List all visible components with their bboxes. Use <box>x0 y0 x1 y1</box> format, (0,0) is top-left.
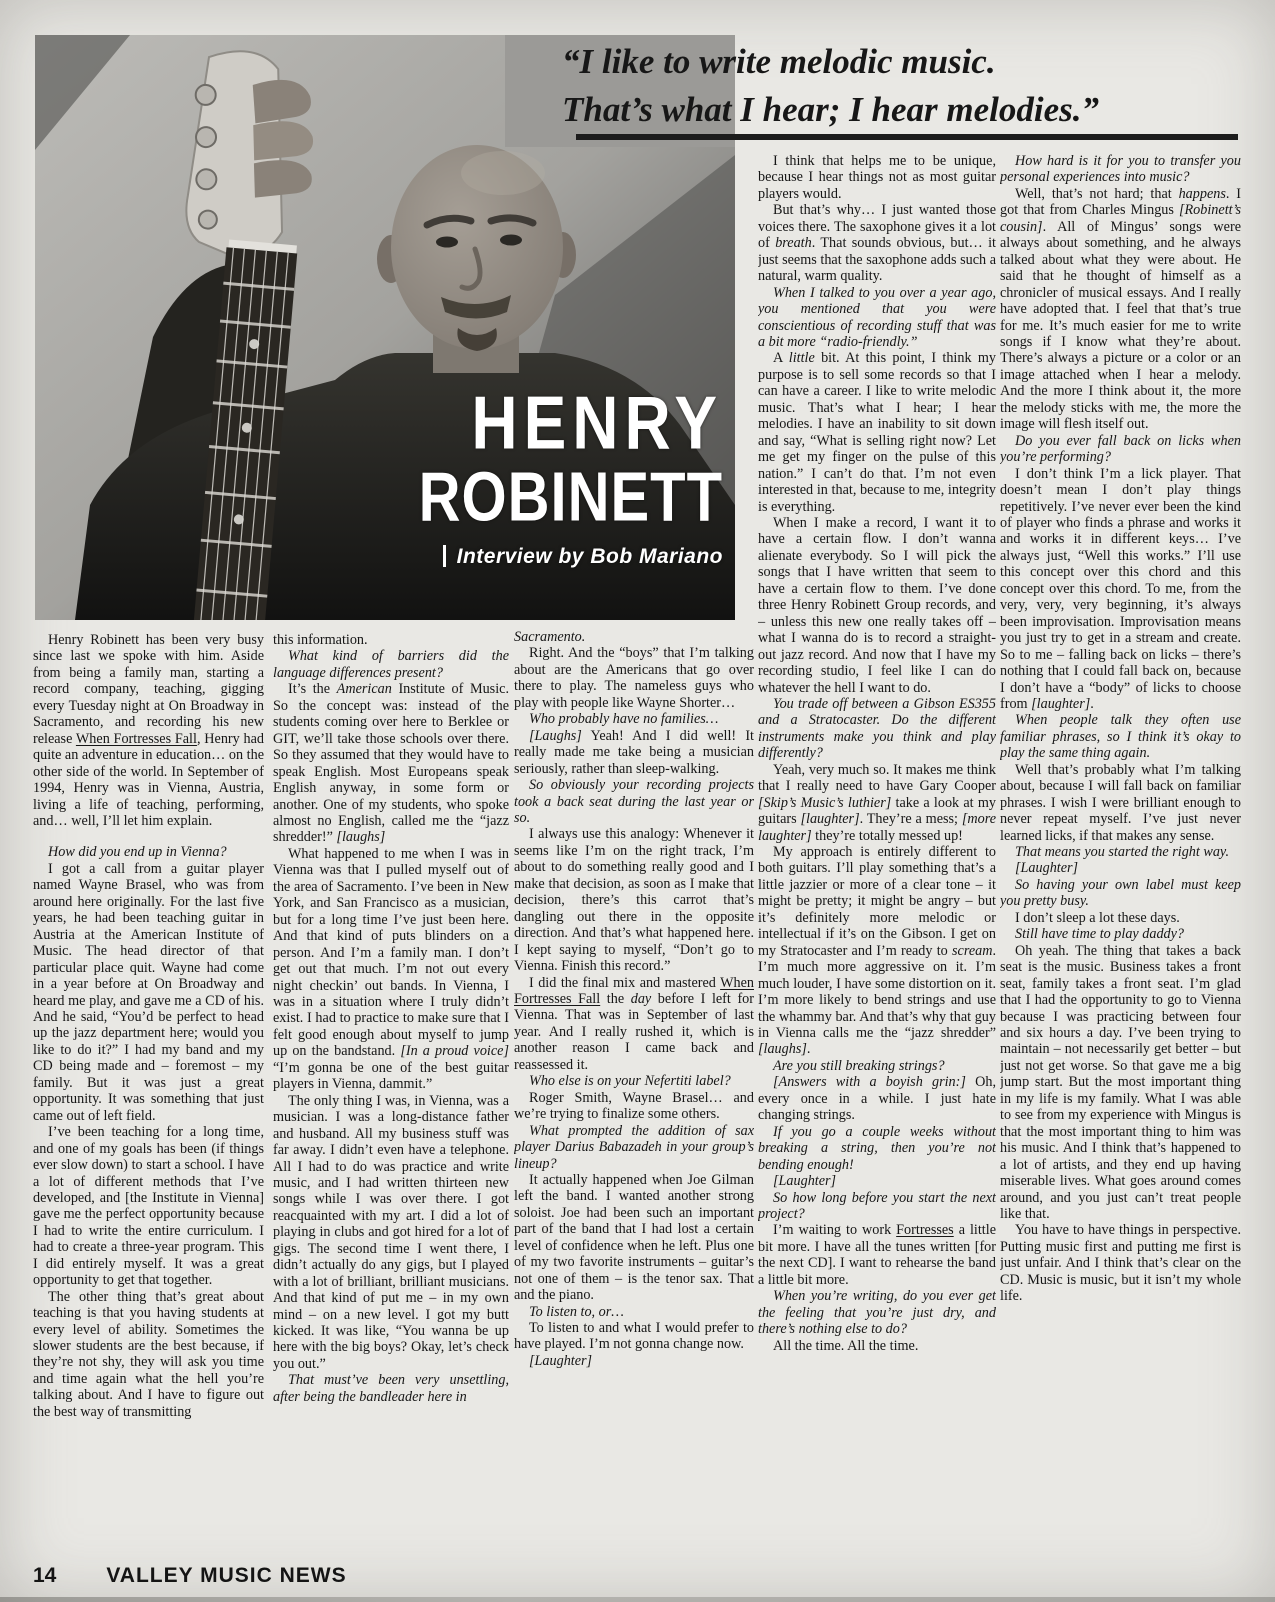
interview-question: When people talk they often use familiar phrases, so I think it’s okay to play the same thing again. <box>1000 712 1241 762</box>
interview-question: What prompted the addition of sax player Darius Babazadeh in your group’s lineup? <box>514 1122 754 1172</box>
article-paragraph: [Laughs] Yeah! And I did well! It really made me take being a musician seriously, rather than sleep-walking. <box>514 727 754 777</box>
interview-question: You trade off between a Gibson ES355 and a Stratocaster. Do the different instruments make you think and play differently? <box>758 695 996 762</box>
article-paragraph: I’ve been teaching for a long time, and one of my goals has been (if things ever slow down) to start a school. I have a lot of different methods that I’ve developed, and [the Institute in Vienna] gave me the perfect opportunity because I had to write the entire curriculum. I had to create a three-year program. This I did entirely myself. It was a great opportunity to get that together. <box>33 1124 264 1289</box>
article-paragraph: I don’t sleep a lot these days. <box>1015 909 1180 926</box>
article-paragraph: My approach is entirely different to both guitars. I’ll play something that’s a little jazzier or more of a clear tone – it might be pretty; it might be angry – but it’s definitely more melodic or intellectual if it’s on the Gibson. I get on my Stratocaster and I’m ready to scream. I’m much more aggressive on it. I’m much louder, I have some distortion on it. I’m more likely to bend strings and use the whammy bar. And that’s why that guy in Vienna calls me the “jazz shredder” [laughs]. <box>758 844 996 1058</box>
article-paragraph: Yeah, very much so. It makes me think that I really need to have Gary Cooper [Skip’s Music’s luthier] take a look at my guitars [laughter]. They’re a mess; [more laughter] they’re totally messed up! <box>758 761 996 844</box>
article-column-5 <box>1000 153 1241 1585</box>
interview-question: How did you end up in Vienna? <box>48 844 227 861</box>
byline-tick-mark <box>443 545 446 567</box>
article-paragraph: I always use this analogy: Whenever it seems like I’m on the right track, I’m about to do something really good and I make that decision, as soon as I make that decision, there’s this carrot that’s dangling out there in the opposite direction. And that’s what happened here. I kept saying to myself, “Don’t go to Vienna. Finish this record.” <box>514 826 754 975</box>
interview-question: If you go a couple weeks without breaking a string, then you’re not bending enough! <box>758 1123 996 1173</box>
article-paragraph: A little bit. At this point, I think my purpose is to sell some records so that I can have a career. I like to write melodic music. That’s what I hear; I hear melodies. I have an inability to sit down and say, “What is selling right now? Let me get my finger on the pulse of this nation.” I can’t do that. I’m not even interested in that, because to me, integrity is everything. <box>758 350 996 515</box>
article-paragraph: The only thing I was, in Vienna, was a musician. I was a long-distance father and husband. All my business stuff was far away. I didn’t even have a telephone. All I had to do was practice and write music, and I had written thirteen new songs while I was over there. I got reacquainted with my art. I did a lot of playing in clubs and got hired for a lot of gigs. The second time I went there, I didn’t actually do any gigs, but I played with a lot of brilliant, brilliant musicians. And that kind of put me – in my own mind – on a new level. I got my butt kicked. It was like, “You wanna be up here with the big boys? Okay, let’s check you out.” <box>273 1092 509 1372</box>
left-eye <box>436 237 458 248</box>
interview-question: How hard is it for you to transfer you personal experiences into music? <box>1000 153 1241 186</box>
interview-question: [Laughter] <box>529 1352 593 1369</box>
article-column-4 <box>758 153 996 1585</box>
article-paragraph: this information. <box>273 632 368 648</box>
article-paragraph: To listen to and what I would prefer to have played. I’m not gonna change now. <box>514 1320 754 1353</box>
interview-question: To listen to, or… <box>529 1303 624 1320</box>
interview-question: That must’ve been very unsettling, after being the bandleader here in <box>273 1372 509 1405</box>
article-paragraph: All the time. All the time. <box>773 1337 919 1354</box>
hand-fingers <box>243 77 320 202</box>
interview-question: When I talked to you over a year ago, you mentioned that you were conscientious of recording stuff that was a bit more “radio-friendly.” <box>758 284 996 350</box>
interview-byline <box>419 545 723 569</box>
article-paragraph: But that’s why… I just wanted those voices there. The saxophone gives it a lot of breath. That sounds obvious, but… it just seems that the saxophone adds such a natural, warm quality. <box>758 202 996 285</box>
interview-question: So obviously your recording projects took a back seat during the last year or so. <box>514 777 754 826</box>
byline-text: Interview by Bob Mariano <box>456 545 723 568</box>
interview-question: Sacramento. <box>514 629 586 645</box>
article-paragraph: You have to have things in perspective. Putting music first and putting me first is just unfair. And I think that’s clear on the CD. Music is music, but it isn’t my whole life. <box>1000 1222 1241 1305</box>
article-column-2 <box>273 632 509 1566</box>
interview-question: Who probably have no families… <box>529 711 719 728</box>
headline-last-name: ROBINETT <box>418 458 723 537</box>
interview-question: Do you ever fall back on licks when you’re performing? <box>1000 432 1241 466</box>
headline-first-name: HENRY <box>471 380 723 466</box>
article-paragraph: I got a call from a guitar player named Wayne Brasel, who was from around here originally. For the last five years, he had been teaching guitar in Austria at the American Institute of Music. The head director of that particular place quit. Wayne had come in a year before at On Broadway and heard me play, and gave me a CD of his. And he said, “You’d be perfect to head up the jazz department here; would you like to do it?” I had my band and my CD being made and – foremost – my family. But it was just a great opportunity. It was something that just came out of left field. <box>33 860 264 1124</box>
article-paragraph: Well, that’s not hard; that happens. I got that from Charles Mingus [Robinett’s cousin]. All of Mingus’ songs were always about something, and he always talked about what they were about. He said that he thought of himself as a chronicler of musical essays. And I really have adopted that. I feel that that’s true for me. It’s much easier for me to write songs if I know what they’re about. There’s always a picture or a color or an image attached when I hear a melody. And the more I think about it, the more the melody sticks with me, the more the image will flesh itself out. <box>1000 185 1241 433</box>
quote-underline-rule <box>576 134 1238 140</box>
article-paragraph: [Answers with a boyish grin:] Oh, every once in a while. I just hate changing strings. <box>758 1074 996 1124</box>
article-paragraph: Henry Robinett has been very busy since last we spoke with him. Aside from being a family man, starting a record company, teaching, gigging every Tuesday night at On Broadway in Sacramento, and recording his new release When Fortresses Fall, Henry had quite an adventure in education… on the other side of the world. In September of 1994, Henry was in Vienna, Austria, living a life of teaching, performing, and… well, I’ll let him explain. <box>33 632 264 829</box>
article-paragraph: I’m waiting to work Fortresses a little bit more. I have all the tunes written [for the next CD]. I want to rehearse the band a little bit more. <box>758 1222 996 1288</box>
article-paragraph: It’s the American Institute of Music. So the concept was: instead of the students coming over here to Berklee or GIT, we’ll take those schools over there. So they assumed that they would have to speak English. Most Europeans speak English anyway, in some form or another. One of my students, who spoke almost no English, called me the “jazz shredder!” [laughs] <box>273 681 509 846</box>
pull-quote-line1: “I like to write melodic music. <box>562 42 996 81</box>
interview-question: Are you still breaking strings? <box>773 1057 945 1074</box>
page-number: 14 <box>33 1564 57 1587</box>
interview-question: That means you started the right way. <box>1015 844 1229 861</box>
interview-question: What kind of barriers did the language differences present? <box>273 648 509 681</box>
head-highlight <box>461 151 545 195</box>
pull-quote-line2: That’s what I hear; I hear melodies.” <box>562 90 1100 129</box>
interview-question: [Laughter] <box>773 1173 837 1190</box>
article-paragraph: What happened to me when I was in Vienna was that I pulled myself out of the area of Sacramento. I’ve been in New York, and San Francisco as a musician, but for a long time I’ve just been here. And that kind of puts blinders on a person. And I’m a family man. I don’t get out that much. I’m not out every night checkin’ out bands. In Vienna, I was in a situation where I truly didn’t exist. I had to practice to make sure that I felt good enough about myself to jump up on the bandstand. [In a proud voice] “I’m gonna be one of the best guitar players in Vienna, dammit.” <box>273 845 509 1093</box>
article-paragraph: The other thing that’s great about teaching is that you having students at every level of ability. Sometimes the slower students are the best because, if they’re not shy, they will ask you time and time again what the hell you’re talking about. And I have to figure out the best way of transmitting <box>33 1288 264 1420</box>
pull-quote <box>562 38 1222 134</box>
page-footer <box>33 1564 347 1588</box>
article-paragraph: Well that’s probably what I’m talking about, because I will fall back on familiar phrases. I wish I were brilliant enough to never repeat myself. I’ve just never learned licks, if that makes any sense. <box>1000 761 1241 844</box>
article-column-1 <box>33 632 264 1566</box>
article-paragraph: I think that helps me to be unique, because I hear things not as most guitar players would. <box>758 153 996 202</box>
photo-headline <box>418 380 723 569</box>
interview-question: Who else is on your Nefertiti label? <box>529 1073 731 1090</box>
interview-question: When you’re writing, do you ever get the feeling that you’re just dry, and there’s nothing else to do? <box>758 1288 996 1338</box>
article-paragraph: Roger Smith, Wayne Brasel… and we’re trying to finalize some others. <box>514 1089 754 1123</box>
interview-question: [Laughter] <box>1015 860 1079 877</box>
article-paragraph: When I make a record, I want it to have a certain flow. I don’t wanna alienate everybody. So I will pick the songs that I have written that seem to have a certain flow to them. I’ve done three Henry Robinett Group records, and – unless this new one really takes off – what I wanna do is to record a straight-out jazz record. And now that I have my recording studio, I feel like I can do whatever the hell I want to do. <box>758 514 996 696</box>
right-eye <box>500 235 522 246</box>
article-paragraph: I did the final mix and mastered When Fortresses Fall the day before I left for Vienna. That was in September of last year. And I really rushed it, which is another reason I came back and reassessed it. <box>514 974 754 1073</box>
article-paragraph: It actually happened when Joe Gilman left the band. I wanted another strong soloist. Joe had been such an important part of the band that I had lost a certain level of confidence when he left. Plus one of my two favorite instruments – guitar’s not one of them – is the tenor sax. That and the piano. <box>514 1171 754 1304</box>
interview-question: Still have time to play daddy? <box>1015 926 1185 943</box>
publication-name: VALLEY MUSIC NEWS <box>106 1564 347 1587</box>
interview-question: So having your own label must keep you pretty busy. <box>1000 876 1241 910</box>
interview-question: So how long before you start the next project? <box>758 1189 996 1222</box>
article-paragraph: I don’t think I’m a lick player. That doesn’t mean I don’t play things repetitively. I’ve never ever been the kind of player who finds a phrase and works it and works it in different keys… I’ve always just, “Well this works.” I’ll use this concept over this chord and this concept over this chord. To me, from the very, very, very beginning, it’s always been improvisation. Improvisation means you just try to get in a stream and create. So to me – falling back on licks – there’s nothing that I could fall back on, because I don’t have a “body” of licks to choose from [laughter]. <box>1000 465 1241 712</box>
article-paragraph: Right. And the “boys” that I’m talking about are the Americans that go over there to play. The nameless guys who play with people like Wayne Shorter… <box>514 645 754 711</box>
article-paragraph: Oh yeah. The thing that takes a back seat is the music. Business takes a front seat, family takes a front seat. I’m glad that I had the opportunity to go to Vienna because I was practicing between four and six hours a day. I’ve been trying to maintain – not necessarily get better – but just not get worse. So that gave me a big jump start. But the most important thing in my life is my family. What I was able to see from my experience with Mingus is that the most important thing to him was his music. And I think that’s happened to a lot of artists, and they end up having miserable lives. What goes around comes around, and you just can’t treat people like that. <box>1000 942 1241 1222</box>
article-column-3 <box>514 629 754 1569</box>
